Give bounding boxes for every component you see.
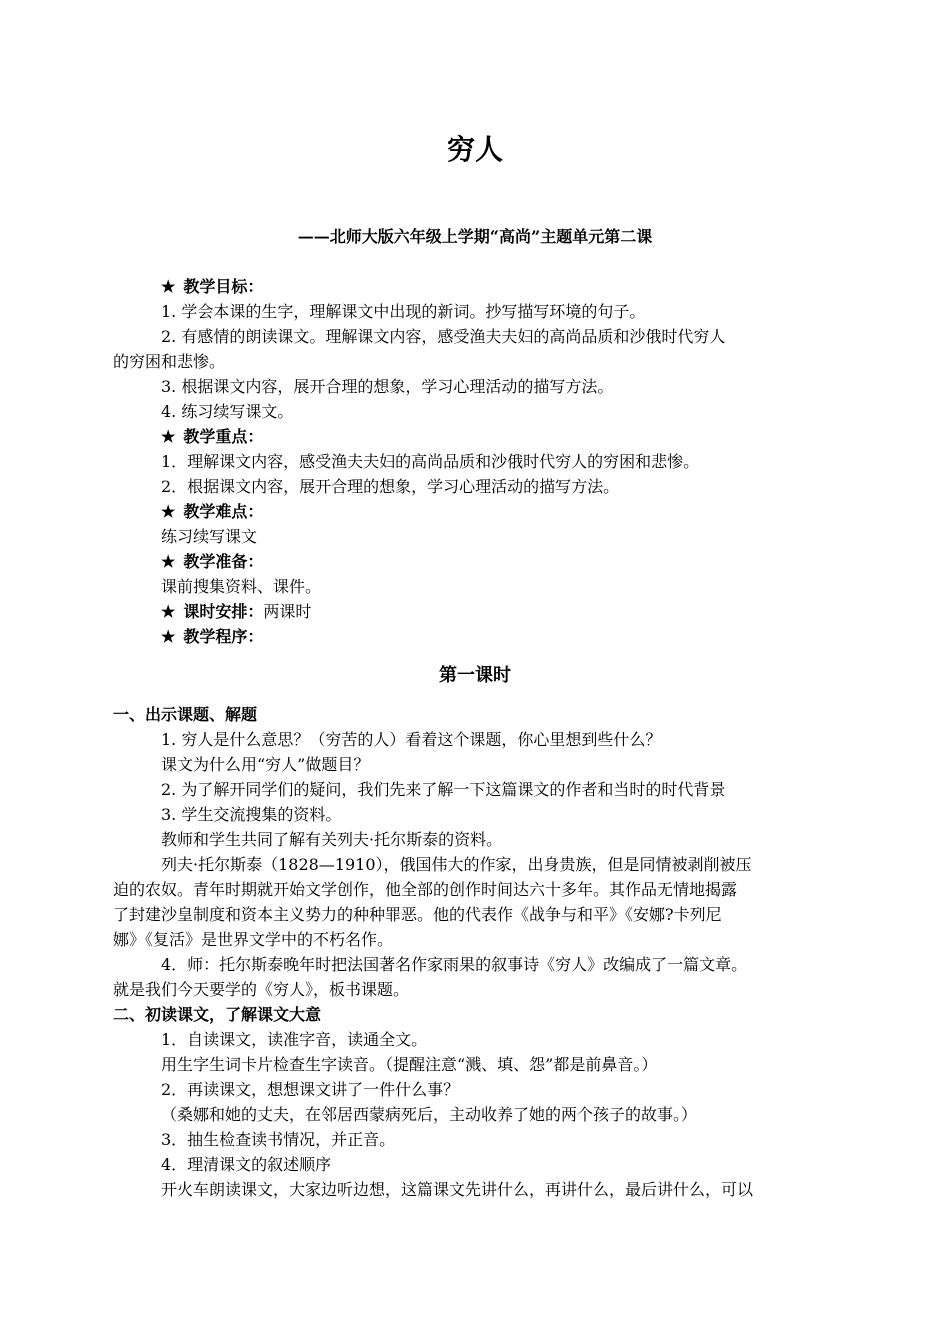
star-icon: ★ [161,427,176,446]
section-line: 3．抽生检查读书情况，并正音。 [161,1130,396,1149]
prep-heading: ★ 教学准备： [161,552,264,571]
schedule-label: 课时安排： [183,602,264,621]
goal-item: 4. 练习续写课文。 [161,402,294,421]
key-points-heading: ★ 教学重点： [161,427,264,446]
schedule-line [113,599,837,624]
key-point-item: 1．理解课文内容，感受渔夫夫妇的高尚品质和沙俄时代穷人的穷困和悲惨。 [161,452,700,471]
star-icon: ★ [161,552,176,571]
paragraph-line: 就是我们今天要学的《穷人》，板书课题。 [113,980,410,999]
document-body [113,274,837,1202]
paragraph-line: 娜》《复活》是世界文学中的不朽名作。 [113,930,394,949]
paragraph-line: 迫的农奴。青年时期就开始文学创作，他全部的创作时间达六十多年。其作品无情地揭露 [113,880,738,899]
paragraph-line: 了封建沙皇制度和资本主义势力的种种罪恶。他的代表作《战争与和平》《安娜?卡列尼 [113,905,722,924]
star-icon: ★ [161,502,176,521]
paragraph-line: 4．师：托尔斯泰晚年时把法国著名作家雨果的叙事诗《穷人》改编成了一篇文章。 [161,955,748,974]
section-line: 2. 为了解开同学们的疑问，我们先来了解一下这篇课文的作者和当时的时代背景 [161,780,726,799]
section-line: 1．自读课文，读准字音，读通全文。 [161,1030,428,1049]
section-line: 3. 学生交流搜集的资料。 [161,805,342,824]
difficulty-heading: ★ 教学难点： [161,502,264,521]
goal-item: 3. 根据课文内容，展开合理的想象，学习心理活动的描写方法。 [161,377,614,396]
section-heading: 二、初读课文，了解课文大意 [113,1005,322,1024]
paragraph-line: 列夫·托尔斯泰（1828—1910），俄国伟大的作家，出身贵族，但是同情被剥削被压 [161,855,752,874]
section-line: 教师和学生共同了解有关列夫·托尔斯泰的资料。 [161,830,503,849]
schedule-value: 两课时 [263,602,312,621]
difficulty-text: 练习续写课文 [161,527,258,546]
section-line: 1. 穷人是什么意思？（穷苦的人）看着这个课题，你心里想到些什么？ [161,730,662,749]
key-point-item: 2．根据课文内容，展开合理的想象，学习心理活动的描写方法。 [161,477,620,496]
section-line: 4．理清课文的叙述顺序 [161,1155,332,1174]
page-subtitle: ——北师大版六年级上学期“高尚”主题单元第二课 [297,227,653,246]
star-icon: ★ [161,277,176,296]
section-line: 2．再读课文，想想课文讲了一件什么事？ [161,1080,460,1099]
procedure-heading: ★ 教学程序： [161,627,264,646]
goal-item: 1. 学会本课的生字，理解课文中出现的新词。抄写描写环境的句子。 [161,302,646,321]
goals-heading: ★ 教学目标： [161,277,264,296]
section-heading: 一、出示课题、解题 [113,705,258,724]
goal-item-continuation: 的穷困和悲惨。 [113,352,226,371]
star-icon: ★ [161,602,176,621]
lesson-heading: 第一课时 [439,665,511,686]
section-line: 课文为什么用“穷人”做题目？ [161,755,370,774]
page-title: 穷人 [446,133,503,166]
section-line: （桑娜和她的丈夫，在邻居西蒙病死后，主动收养了她的两个孩子的故事。） [161,1105,698,1124]
section-line: 用生字生词卡片检查生字读音。（提醒注意“溅、填、怨”都是前鼻音。） [161,1055,658,1074]
section-line: 开火车朗读课文，大家边听边想，这篇课文先讲什么，再讲什么，最后讲什么，可以 [161,1180,754,1199]
goal-item: 2. 有感情的朗读课文。理解课文内容，感受渔夫夫妇的高尚品质和沙俄时代穷人 [161,327,726,346]
prep-text: 课前搜集资料、课件。 [161,577,322,596]
star-icon: ★ [161,627,176,646]
